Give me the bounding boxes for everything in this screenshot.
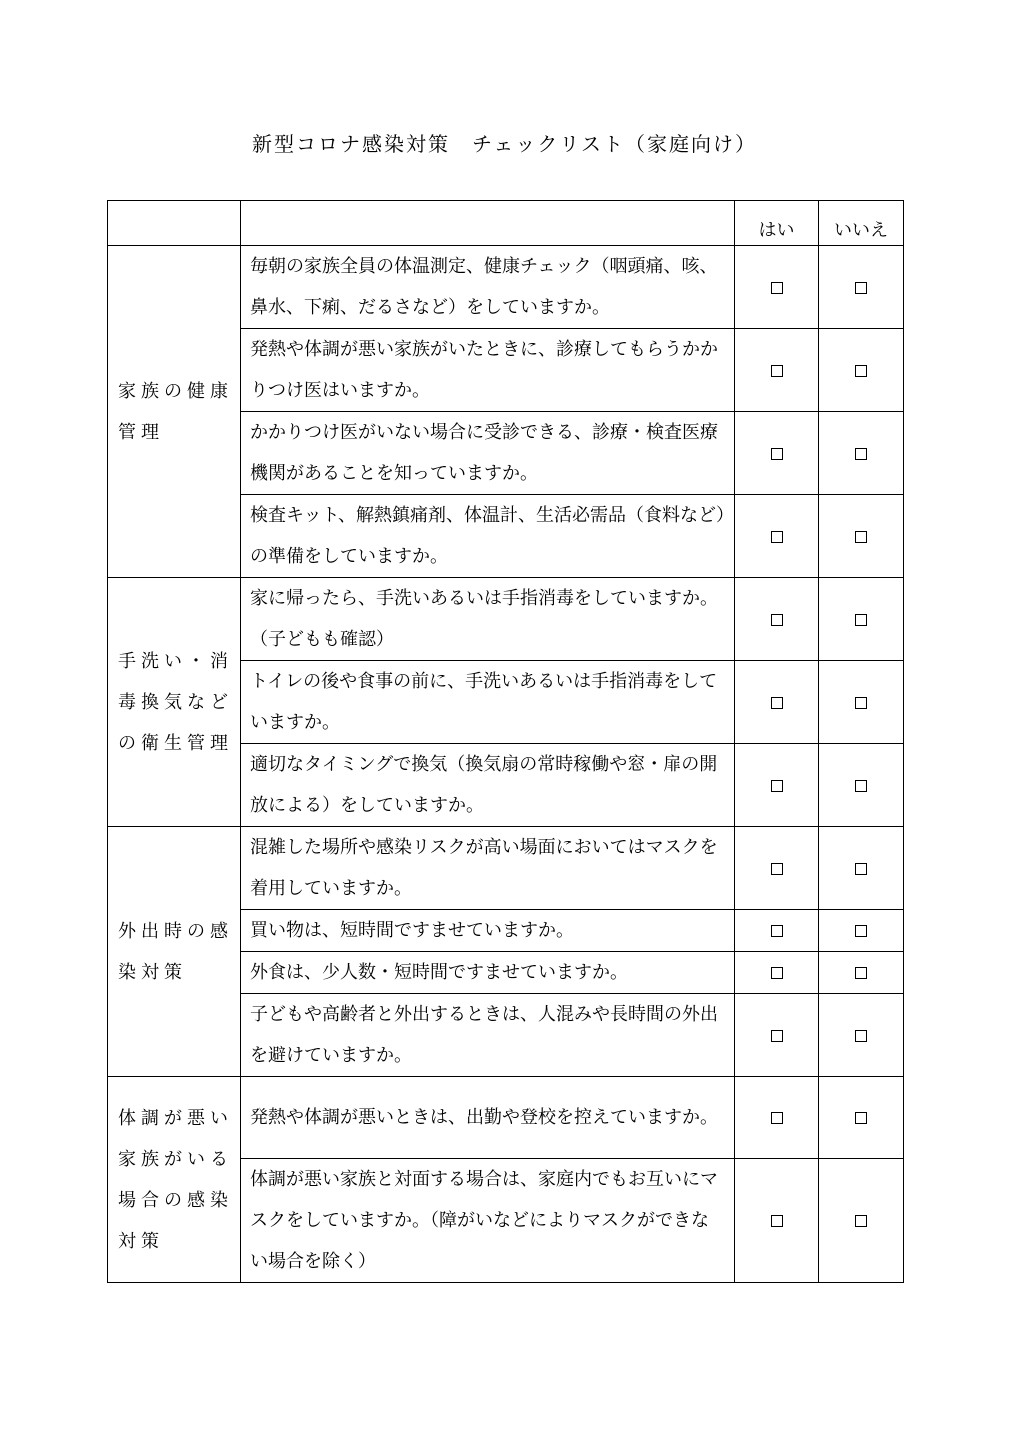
question-text: 発熱や体調が悪い家族がいたときに、診療してもらうかかりつけ医はいますか。 [241,329,735,412]
yes-checkbox[interactable] [771,1215,783,1227]
yes-checkbox[interactable] [771,697,783,709]
question-text: トイレの後や食事の前に、手洗いあるいは手指消毒をしていますか。 [241,661,735,744]
no-checkbox[interactable] [855,614,867,626]
table-row [108,827,904,910]
no-checkbox[interactable] [855,1112,867,1124]
category-label-outing: 外出時の感染対策 [108,827,241,1077]
yes-checkbox[interactable] [771,780,783,792]
no-checkbox[interactable] [855,1215,867,1227]
question-text: 混雑した場所や感染リスクが高い場面においてはマスクを着用していますか。 [241,827,735,910]
table-row [108,246,904,329]
yes-checkbox[interactable] [771,365,783,377]
question-text: 子どもや高齢者と外出するときは、人混みや長時間の外出を避けていますか。 [241,994,735,1077]
no-checkbox[interactable] [855,925,867,937]
yes-checkbox[interactable] [771,1030,783,1042]
no-checkbox[interactable] [855,365,867,377]
table-row [108,1077,904,1159]
no-checkbox[interactable] [855,1030,867,1042]
header-no: いいえ [819,201,904,246]
checklist-table [107,200,904,1283]
category-label-health: 家族の健康管理 [108,246,241,578]
yes-checkbox[interactable] [771,282,783,294]
table-row [108,578,904,661]
category-label-sick-family: 体調が悪い家族がいる場合の感染対策 [108,1077,241,1283]
no-checkbox[interactable] [855,697,867,709]
yes-checkbox[interactable] [771,863,783,875]
question-text: 外食は、少人数・短時間ですませていますか。 [241,952,735,994]
yes-checkbox[interactable] [771,614,783,626]
no-checkbox[interactable] [855,448,867,460]
no-checkbox[interactable] [855,780,867,792]
question-text: 適切なタイミングで換気（換気扇の常時稼働や窓・扉の開放による）をしていますか。 [241,744,735,827]
no-checkbox[interactable] [855,967,867,979]
question-text: 検査キット、解熱鎮痛剤、体温計、生活必需品（食料など）の準備をしていますか。 [241,495,735,578]
yes-checkbox[interactable] [771,967,783,979]
question-text: かかりつけ医がいない場合に受診できる、診療・検査医療機関があることを知っていますか。 [241,412,735,495]
yes-checkbox[interactable] [771,925,783,937]
header-empty-category [108,201,241,246]
no-checkbox[interactable] [855,863,867,875]
question-text: 体調が悪い家族と対面する場合は、家庭内でもお互いにマスクをしていますか。（障がいなどによりマスクができない場合を除く） [241,1159,735,1283]
header-empty-question [241,201,735,246]
yes-checkbox[interactable] [771,531,783,543]
page-title: 新型コロナ感染対策 チェックリスト（家庭向け） [252,132,757,156]
category-label-hygiene: 手洗い・消毒換気などの衛生管理 [108,578,241,827]
question-text: 毎朝の家族全員の体温測定、健康チェック（咽頭痛、咳、鼻水、下痢、だるさなど）をしていますか。 [241,246,735,329]
no-checkbox[interactable] [855,282,867,294]
header-row [108,201,904,246]
header-yes: はい [735,201,819,246]
question-text: 家に帰ったら、手洗いあるいは手指消毒をしていますか。（子どもも確認） [241,578,735,661]
question-text: 発熱や体調が悪いときは、出勤や登校を控えていますか。 [241,1077,735,1159]
yes-checkbox[interactable] [771,1112,783,1124]
no-checkbox[interactable] [855,531,867,543]
question-text: 買い物は、短時間ですませていますか。 [241,910,735,952]
yes-checkbox[interactable] [771,448,783,460]
